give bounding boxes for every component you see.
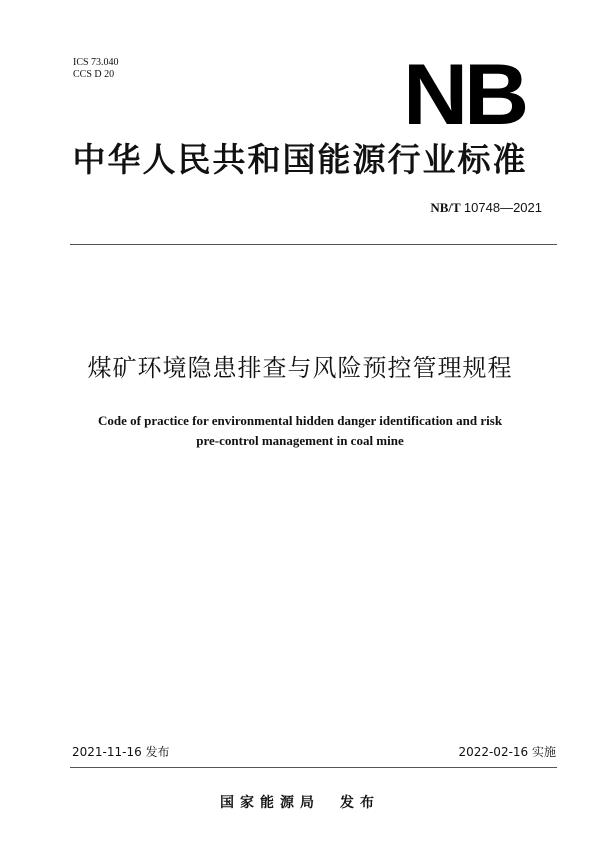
english-title-line1: Code of practice for environmental hidden danger identification and risk bbox=[97, 413, 503, 428]
issuer-action: 发布 bbox=[340, 795, 380, 811]
issue-date: 2021-11-16 发布 bbox=[72, 745, 170, 759]
nb-logo: NB bbox=[403, 47, 526, 143]
issuer bbox=[0, 792, 600, 812]
issuer-organization: 国家能源局 bbox=[220, 795, 320, 811]
ccs-code: CCS D 20 bbox=[73, 69, 115, 80]
top-divider bbox=[70, 244, 557, 245]
classification-codes bbox=[73, 57, 119, 81]
ics-code: ICS 73.040 bbox=[73, 57, 119, 68]
implementation-date: 2022-02-16 实施 bbox=[458, 745, 556, 759]
standard-number-value: 10748—2021 bbox=[463, 200, 542, 215]
english-title-line2: pre-control management in coal mine bbox=[196, 433, 404, 448]
industry-standard-title: 中华人民共和国能源行业标准 bbox=[72, 140, 528, 179]
standard-number bbox=[430, 200, 542, 216]
bottom-divider bbox=[70, 767, 557, 768]
standard-number-prefix: NB/T bbox=[430, 200, 461, 215]
english-title bbox=[60, 411, 540, 451]
chinese-title: 煤矿环境隐患排查与风险预控管理规程 bbox=[87, 354, 513, 382]
